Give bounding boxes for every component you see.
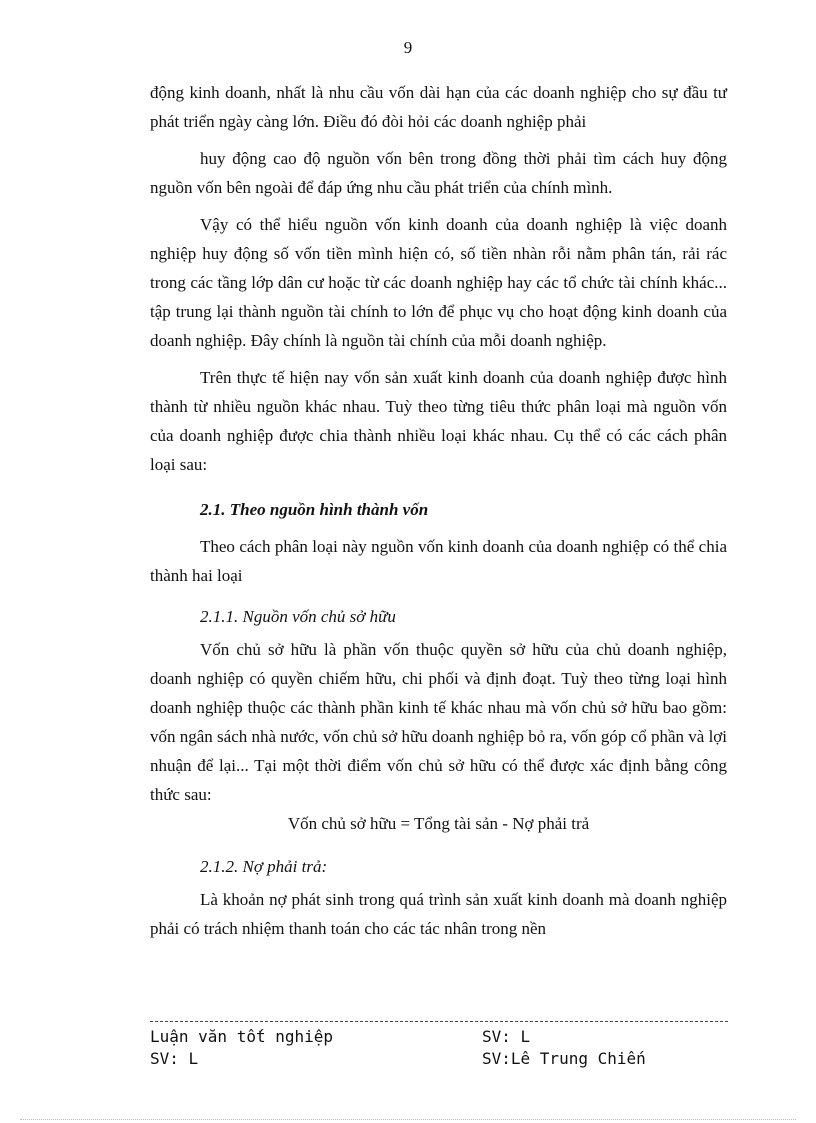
paragraph: Trên thực tế hiện nay vốn sản xuất kinh doanh của doanh nghiệp được hình thành từ nhiều nguồn khác nhau. Tuỳ theo từng tiêu thức phân loại mà nguồn vốn của doanh nghiệp được chia thành nhiều loại khác nhau. Cụ thể có các cách phân loại sau:	[150, 368, 727, 474]
paragraph: Vốn chủ sở hữu là phần vốn thuộc quyền sở hữu của chủ doanh nghiệp, doanh nghiệp có quyền chiếm hữu, chi phối và định đoạt. Tuỳ theo từng loại hình doanh nghiệp thuộc các thành phần kinh tế khác nhau mà vốn chủ sở hữu bao gồm: vốn ngân sách nhà nước, vốn chủ sở hữu doanh nghiệp bỏ ra, vốn góp cổ phần và lợi nhuận để lại... Tại một thời điểm vốn chủ sở hữu có thể được xác định bằng công thức sau:	[150, 640, 728, 804]
subsection-heading: 2.1.2. Nợ phải trả:	[200, 857, 328, 876]
footer-student-short: SV: L	[482, 1027, 531, 1046]
footer-student-name: SV:Lê Trung Chiến	[482, 1049, 646, 1068]
footer-thesis-label: Luận văn tốt nghiệp	[150, 1027, 334, 1046]
paragraph: Là khoản nợ phát sinh trong quá trình sản xuất kinh doanh mà doanh nghiệp phải có trách nhiệm thanh toán cho các tác nhân trong nền	[150, 890, 727, 938]
subsection-heading: 2.1.1. Nguồn vốn chủ sở hữu	[200, 607, 396, 626]
footer-student-short-2: SV: L	[150, 1049, 199, 1068]
footer-divider	[150, 1021, 728, 1022]
page-footer	[150, 1026, 728, 1070]
section-heading: 2.1. Theo nguồn hình thành vốn	[200, 500, 429, 519]
page-number: 9	[403, 38, 413, 57]
paragraph: động kinh doanh, nhất là nhu cầu vốn dài hạn của các doanh nghiệp cho sự đầu tư phát triển ngày càng lớn. Điều đó đòi hỏi các doanh nghiệp phải	[150, 83, 727, 131]
page-bottom-border	[20, 1119, 796, 1120]
paragraph: huy động cao độ nguồn vốn bên trong đồng thời phải tìm cách huy động nguồn vốn bên ngoài để đáp ứng nhu cầu phát triển của chính mình.	[150, 149, 727, 197]
formula: Vốn chủ sở hữu = Tổng tài sản - Nợ phải trả	[287, 814, 590, 833]
paragraph: Theo cách phân loại này nguồn vốn kinh doanh của doanh nghiệp có thể chia thành hai loại	[150, 537, 727, 585]
document-body	[150, 78, 727, 951]
paragraph: Vậy có thể hiểu nguồn vốn kinh doanh của doanh nghiệp là việc doanh nghiệp huy động số vốn tiền mình hiện có, số tiền nhàn rỗi nằm phân tán, rải rác trong các tầng lớp dân cư hoặc từ các doanh nghiệp hay các tổ chức tài chính khác... tập trung lại thành nguồn tài chính to lớn để phục vụ cho hoạt động kinh doanh của doanh nghiệp. Đây chính là nguồn tài chính của mỗi doanh nghiệp.	[150, 215, 727, 350]
